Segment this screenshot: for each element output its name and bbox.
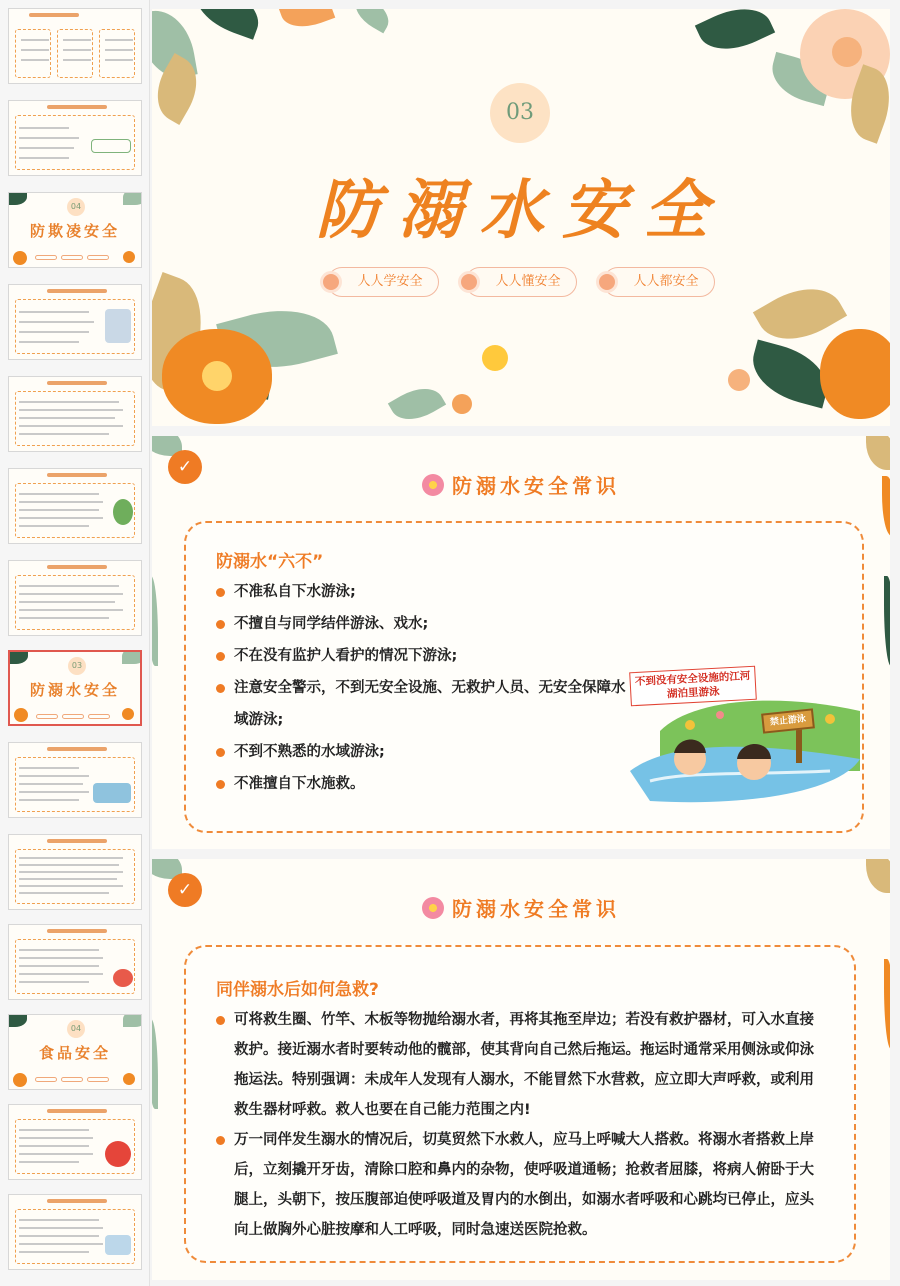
shield-icon: ✓ [168,873,202,907]
flower-icon [422,897,444,919]
leaf-decoration [279,9,336,35]
flower-decoration [202,361,232,391]
leaf-decoration [187,9,266,40]
list-item: 万一同伴发生溺水的情况后，切莫贸然下水救人，应马上呼喊大人搭救。将溺水者搭救上岸后，立刻撬开牙齿，清除口腔和鼻内的杂物，使呼吸道通畅；抢救者屈膝，将病人俯卧于大腿上，头朝下，按压腹部迫使呼吸道及胃内的水倒出，如溺水者呼吸和心跳均已停止，应头向上做胸外心脏按摩和人工呼吸，同时急速送医院抢救。 [216,1125,828,1245]
slide-thumbnail-6[interactable] [8,468,142,544]
flower-icon [596,271,618,293]
list-item: 不到不熟悉的水域游泳; [216,736,626,768]
flower-icon [320,271,342,293]
slogan-pill: 人人都安全 [603,267,715,297]
leaf-decoration [152,1019,158,1109]
content-box [184,945,856,1263]
slide-heading: 防溺水安全常识 [152,893,890,922]
cover-title: 防溺水安全 [316,173,726,248]
slide-thumbnail-title: 防欺凌安全 [29,222,120,240]
slide-thumbnail-9[interactable] [8,742,142,818]
list-item: 不在没有监护人看护的情况下游泳; [216,640,626,672]
rescue-slide[interactable] [152,859,890,1280]
slide-thumbnail-1[interactable] [8,8,142,84]
flower-decoration [482,345,508,371]
slogan-pill: 人人学安全 [327,267,439,297]
slide-thumbnail-10[interactable] [8,834,142,910]
slide-thumbnail-7[interactable] [8,560,142,636]
box-title: 防溺水“六不” [216,552,324,572]
slide-thumbnail-title: 食品安全 [38,1044,111,1062]
leaf-decoration [152,576,158,666]
flower-icon [422,474,444,496]
list-item: 注意安全警示，不到无安全设施、无救护人员、无安全保障水域游泳; [216,672,626,736]
illustration-caption: 不到没有安全设施的江河湖泊里游泳 [629,666,757,707]
flower-decoration [820,329,890,419]
slide-thumbnail-12[interactable]: 04 食品安全 [8,1014,142,1090]
flower-decoration [728,369,750,391]
list-item: 不准擅自下水施救。 [216,768,626,800]
slide-thumbnail-title: 防溺水安全 [29,681,120,699]
slide-thumbnail-14[interactable] [8,1194,142,1270]
flower-icon [458,271,480,293]
rescue-list [216,1005,828,1245]
list-item: 不擅自与同学结伴游泳、戏水; [216,608,626,640]
leaf-decoration [695,9,775,62]
slide-thumbnail-8[interactable]: 03 防溺水安全 [8,650,142,726]
leaf-decoration [866,859,890,893]
slide-thumbnail-4[interactable] [8,284,142,360]
slide-thumbnail-13[interactable] [8,1104,142,1180]
flower-decoration [452,394,472,414]
leaf-decoration [884,576,890,666]
slide-thumbnail-5[interactable] [8,376,142,452]
section-number: 03 [490,83,550,143]
slide-thumbnail-2[interactable] [8,100,142,176]
slide-heading: 防溺水安全常识 [152,470,890,499]
slide-thumbnail-panel[interactable] [0,0,150,1286]
slide-thumbnail-11[interactable] [8,924,142,1000]
cover-slide[interactable] [152,9,890,426]
no-swimming-sign: 禁止游泳 [761,708,815,733]
slogan-pills [152,267,890,297]
list-item: 不准私自下水游泳; [216,576,626,608]
six-nos-slide[interactable] [152,436,890,849]
shield-icon: ✓ [168,450,202,484]
list-item: 可将救生圈、竹竿、木板等物抛给溺水者，再将其拖至岸边；若没有救护器材，可入水直接救护。接近溺水者时要转动他的髋部，使其背向自己然后拖运。拖运时通常采用侧泳或仰泳拖运法。特别强调：未成年人发现有人溺水，不能冒然下水营救，应立即大声呼救，或利用救生器材呼救。救人也要在自己能力范围之内! [216,1005,828,1125]
leaf-decoration [866,436,890,470]
rules-list [216,576,626,800]
leaf-decoration [388,379,446,426]
leaf-decoration [884,959,890,1049]
slogan-pill: 人人懂安全 [465,267,577,297]
slide-thumbnail-3[interactable]: 04 防欺凌安全 [8,192,142,268]
flower-decoration [832,37,862,67]
leaf-decoration [349,9,396,33]
box-title: 同伴溺水后如何急救? [216,980,379,1000]
